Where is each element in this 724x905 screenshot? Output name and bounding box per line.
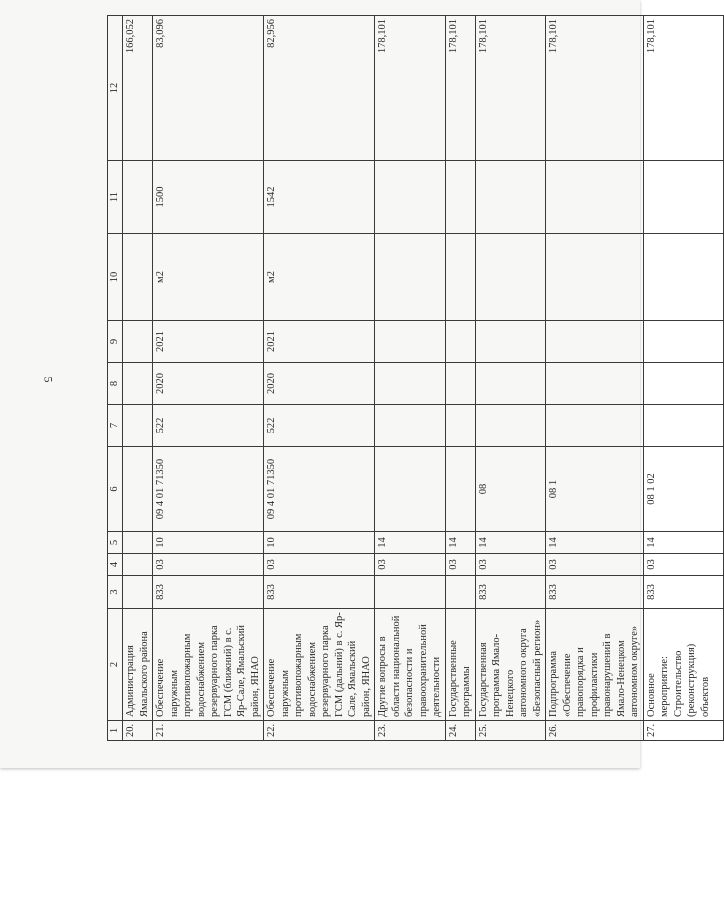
expense-type-code	[475, 405, 546, 447]
target-article-code: 08	[475, 447, 546, 532]
table-row	[153, 16, 264, 741]
column-number: 7	[108, 405, 123, 447]
start-year	[643, 363, 723, 405]
start-year	[445, 363, 475, 405]
expense-type-code	[643, 405, 723, 447]
target-article-code	[375, 447, 446, 532]
item-name: Администрация Ямальского района	[123, 609, 153, 721]
target-article-code: 08 1	[546, 447, 644, 532]
column-number: 9	[108, 321, 123, 363]
start-year	[375, 363, 446, 405]
target-article-code	[445, 447, 475, 532]
amount: 178,101	[643, 16, 723, 161]
section-code: 03	[375, 554, 446, 576]
amount: 178,101	[445, 16, 475, 161]
ministry-code: 833	[546, 576, 644, 609]
table-row	[375, 16, 446, 741]
expense-type-code: 522	[264, 405, 375, 447]
start-year: 2020	[264, 363, 375, 405]
column-number: 8	[108, 363, 123, 405]
section-code	[123, 554, 153, 576]
item-name: Государственная программа Ямало-Ненецкого автономного округа «Безопасный регион»	[475, 609, 546, 721]
item-name: Обеспечение наружным противопожарным водоснабжением резервуарного парка ГСМ (ближний) в с. Яр-Сале, Ямальский район, ЯНАО	[153, 609, 264, 721]
ministry-code: 833	[153, 576, 264, 609]
unit	[123, 234, 153, 321]
end-year	[123, 321, 153, 363]
row-number: 22.	[264, 721, 375, 741]
amount: 82,956	[264, 16, 375, 161]
amount: 178,101	[546, 16, 644, 161]
column-number: 5	[108, 532, 123, 554]
table-row	[264, 16, 375, 741]
end-year: 2021	[264, 321, 375, 363]
row-number: 20.	[123, 721, 153, 741]
ministry-code	[445, 576, 475, 609]
end-year	[546, 321, 644, 363]
start-year	[546, 363, 644, 405]
expense-type-code: 522	[153, 405, 264, 447]
end-year	[643, 321, 723, 363]
section-code: 03	[445, 554, 475, 576]
subsection-code: 14	[375, 532, 446, 554]
expense-type-code	[445, 405, 475, 447]
table-row	[643, 16, 723, 741]
item-name: Основное мероприятие: Строительство (реконструкция) объектов	[643, 609, 723, 721]
table-row	[546, 16, 644, 741]
section-code: 03	[643, 554, 723, 576]
subsection-code: 14	[475, 532, 546, 554]
table-row	[123, 16, 153, 741]
unit	[546, 234, 644, 321]
target-article-code: 09 4 01 71350	[264, 447, 375, 532]
target-article-code: 09 4 01 71350	[153, 447, 264, 532]
section-code: 03	[546, 554, 644, 576]
capacity	[546, 161, 644, 234]
end-year	[375, 321, 446, 363]
row-number: 23.	[375, 721, 446, 741]
section-code: 03	[475, 554, 546, 576]
rotated-table-wrapper	[107, 16, 711, 741]
column-number: 6	[108, 447, 123, 532]
ministry-code: 833	[643, 576, 723, 609]
amount: 83,096	[153, 16, 264, 161]
end-year	[475, 321, 546, 363]
amount: 178,101	[375, 16, 446, 161]
page-number: 5	[41, 376, 56, 383]
row-number: 21.	[153, 721, 264, 741]
item-name: Обеспечение наружным противопожарным водоснабжением резервуарного парка ГСМ (дальний) в с. Яр-Сале, Ямальский район, ЯНАО	[264, 609, 375, 721]
ministry-code	[123, 576, 153, 609]
ministry-code: 833	[264, 576, 375, 609]
capacity	[375, 161, 446, 234]
subsection-code: 10	[264, 532, 375, 554]
subsection-code: 14	[445, 532, 475, 554]
column-number-row	[108, 16, 123, 741]
row-number: 24.	[445, 721, 475, 741]
section-code: 03	[264, 554, 375, 576]
column-number: 10	[108, 234, 123, 321]
subsection-code	[123, 532, 153, 554]
subsection-code: 10	[153, 532, 264, 554]
capacity	[123, 161, 153, 234]
column-number: 2	[108, 609, 123, 721]
start-year	[123, 363, 153, 405]
amount: 178,101	[475, 16, 546, 161]
expense-type-code	[123, 405, 153, 447]
column-number: 1	[108, 721, 123, 741]
ministry-code	[375, 576, 446, 609]
amount: 166,052	[123, 16, 153, 161]
table-row	[445, 16, 475, 741]
row-number: 27.	[643, 721, 723, 741]
capacity	[445, 161, 475, 234]
expense-type-code	[546, 405, 644, 447]
target-article-code	[123, 447, 153, 532]
capacity	[475, 161, 546, 234]
unit	[445, 234, 475, 321]
column-number: 3	[108, 576, 123, 609]
unit: м2	[153, 234, 264, 321]
item-name: Подпрограмма «Обеспечение правопорядка и профилактики правонарушений в Ямало-Ненецком автономном округе»	[546, 609, 644, 721]
capacity: 1500	[153, 161, 264, 234]
budget-table	[107, 15, 724, 741]
row-number: 26.	[546, 721, 644, 741]
item-name: Государственные программы	[445, 609, 475, 721]
capacity	[643, 161, 723, 234]
row-number: 25.	[475, 721, 546, 741]
target-article-code: 08 1 02	[643, 447, 723, 532]
start-year: 2020	[153, 363, 264, 405]
subsection-code: 14	[643, 532, 723, 554]
unit	[643, 234, 723, 321]
column-number: 4	[108, 554, 123, 576]
unit: м2	[264, 234, 375, 321]
column-number: 11	[108, 161, 123, 234]
start-year	[475, 363, 546, 405]
end-year: 2021	[153, 321, 264, 363]
capacity: 1542	[264, 161, 375, 234]
subsection-code: 14	[546, 532, 644, 554]
item-name: Другие вопросы в области национальной безопасности и правоохранительной деятельности	[375, 609, 446, 721]
end-year	[445, 321, 475, 363]
table-row	[475, 16, 546, 741]
section-code: 03	[153, 554, 264, 576]
expense-type-code	[375, 405, 446, 447]
unit	[475, 234, 546, 321]
ministry-code: 833	[475, 576, 546, 609]
column-number: 12	[108, 16, 123, 161]
unit	[375, 234, 446, 321]
